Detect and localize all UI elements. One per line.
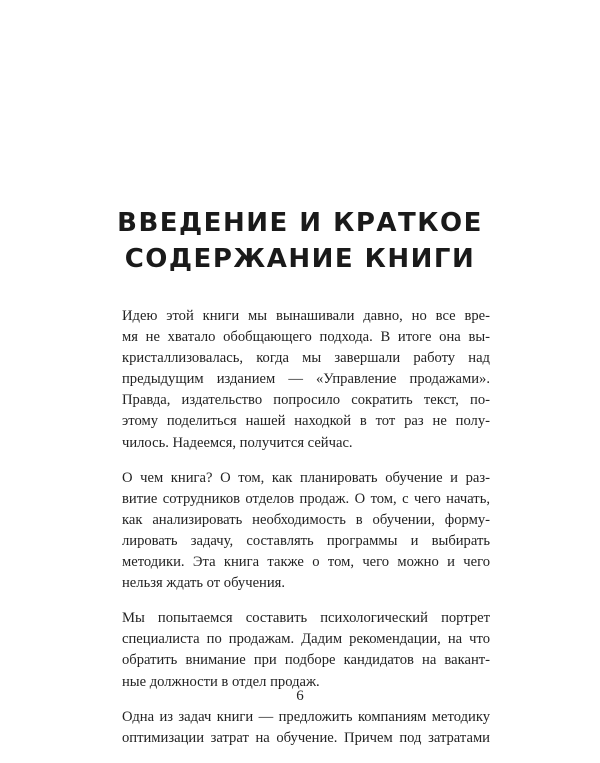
text-line: Идею этой книги мы вынашивали давно, но все вре- [122,308,490,324]
chapter-title-line-2: СОДЕРЖАНИЕ КНИГИ [124,244,476,274]
text-line: предыдущим изданием — «Управление продажами». [122,371,490,388]
paragraph-4 [122,707,490,749]
text-line: ные должности в отдел продаж. [122,673,320,690]
text-line: лировать задачу, составлять программы и выбирать [122,532,490,549]
text-line: Мы попытаемся составить психологический портрет [122,610,490,627]
text-line: этому поделиться нашей находкой в тот раз не полу- [122,413,490,430]
text-line: как анализировать необходимость в обучении, форму- [122,511,490,528]
text-line: кристаллизовалась, когда мы завершали работу над [122,350,490,367]
text-line: Одна из задач книги — предложить компаниям методику [122,708,490,725]
text-line: О чем книга? О том, как планировать обучение и раз- [122,469,490,486]
text-line: мя не хватало обобщающего подхода. В итоге она вы- [122,329,490,346]
text-line: Правда, издательство попросило сократить текст, по- [122,392,490,409]
paragraph-3 [122,608,490,692]
text-line: витие сотрудников отделов продаж. О том, с чего начать, [122,490,490,507]
paragraph-1 [122,306,490,454]
text-line: чилось. Надеемся, получится сейчас. [122,434,353,451]
chapter-title-line-1: ВВЕДЕНИЕ И КРАТКОЕ [117,208,483,238]
text-line: обратить внимание при подборе кандидатов на вакант- [122,652,490,669]
text-line: оптимизации затрат на обучение. Причем под затратами [122,729,490,746]
text-line: нельзя ждать от обучения. [122,575,286,592]
text-line: специалиста по продажам. Дадим рекомендации, на что [122,631,490,648]
page-number: 6 [296,688,304,704]
paragraph-2 [122,468,490,595]
text-line: методики. Эта книга также о том, чего можно и чего [122,554,490,571]
